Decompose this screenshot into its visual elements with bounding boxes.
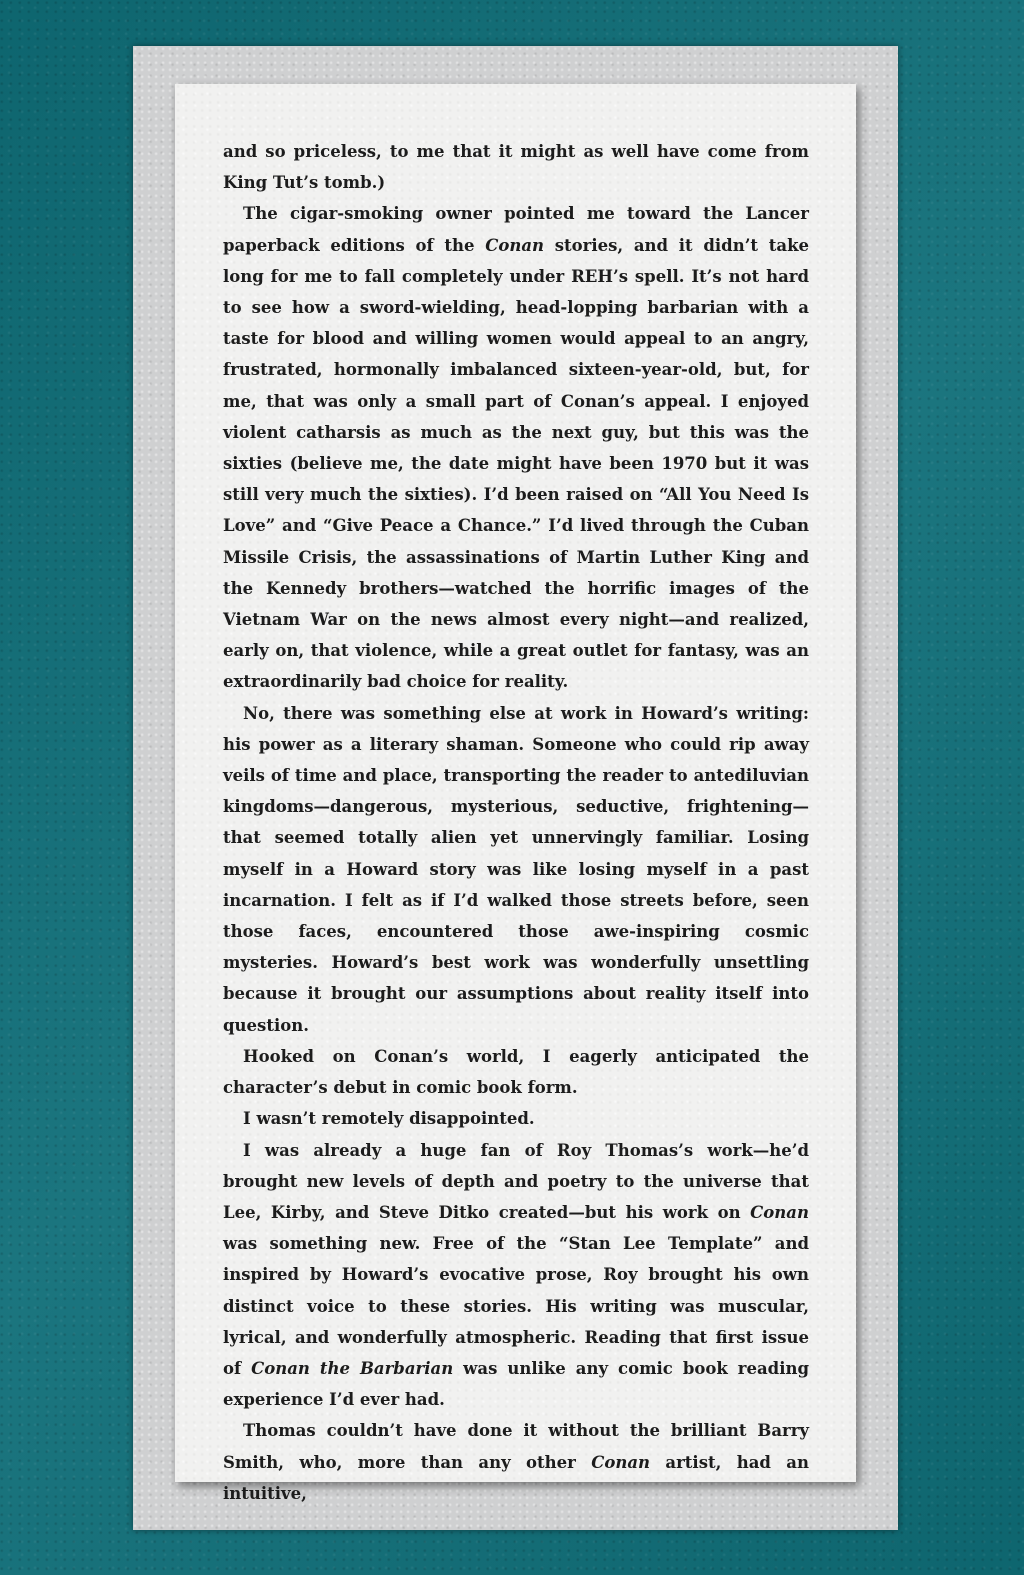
paragraph-text: Thomas couldn’t have done it without the brilliant Barry Smith, who, more than any other (223, 1421, 809, 1472)
text-panel (175, 84, 856, 1503)
paragraph-text: Hooked on Conan’s world, I eagerly anticipated the character’s debut in comic book form. (223, 1046, 809, 1098)
paragraph-p3 (223, 698, 809, 1041)
article-body (223, 136, 809, 1509)
paragraph-text: I was already a huge fan of Roy Thomas’s work—he’d brought new levels of depth and poetry to the universe that Lee, Kirby, and Steve Ditko created—but his work on (223, 1140, 809, 1222)
italic-title-text: Conan (750, 1202, 809, 1222)
paragraph-text: No, there was something else at work in Howard’s writing: his power as a literary shaman. Someone who could rip away veils of time and place, transporting the reader to antediluvian kingdoms—dangerous, mysterious, seductive, frightening—that seemed totally alien yet unnervingly familiar. Losing myself in a Howard story was like losing myself in a past incarnation. I felt as if I’d walked those streets before, seen those faces, encountered those awe-inspiring cosmic mysteries. Howard’s best work was wonderfully unsettling because it brought our assumptions about reality itself into question. (223, 703, 809, 1035)
paragraph-text: artist, had an intuitive, (223, 1452, 809, 1503)
paragraph-p2 (223, 198, 809, 697)
paragraph-text: The cigar-smoking owner pointed me toward the Lancer paperback editions of the (223, 204, 809, 255)
paragraph-text: was unlike any comic book reading experience I’d ever had. (223, 1358, 809, 1410)
paragraph-p1 (223, 136, 809, 198)
paragraph-text: was something new. Free of the “Stan Lee Template” and inspired by Howard’s evocative prose, Roy brought his own distinct voice to these stories. His writing was muscular, lyrical, and wonderfully atmospheric. Reading that first issue of (223, 1234, 809, 1378)
italic-title-text: Conan (485, 235, 545, 255)
paragraph-text: I wasn’t remotely disappointed. (243, 1109, 535, 1129)
paragraph-p7 (223, 1415, 809, 1509)
paragraph-p4 (223, 1041, 809, 1103)
paragraph-text: and so priceless, to me that it might as well have come from King Tut’s tomb.) (223, 142, 809, 193)
paragraph-p5 (223, 1103, 809, 1134)
paragraph-text: stories, and it didn’t take long for me to fall completely under REH’s spell. It’s not hard to see how a sword-wielding, head-lopping barbarian with a taste for blood and willing women would appeal to an angry, frustrated, hormonally imbalanced sixteen-year-old, but, for me, that was only a small part of Conan’s appeal. I enjoyed violent catharsis as much as the next guy, but this was the sixties (believe me, the date might have been 1970 but it was still very much the sixties). I’d been raised on “All You Need Is Love” and “Give Peace a Chance.” I’d lived through the Cuban Missile Crisis, the assassinations of Martin Luther King and the Kennedy brothers—watched the horrific images of the Vietnam War on the news almost every night—and realized, early on, that violence, while a great outlet for fantasy, was an extraordinarily bad choice for reality. (223, 235, 809, 692)
italic-title-text: Conan the Barbarian (251, 1358, 454, 1378)
paragraph-p6 (223, 1135, 809, 1416)
italic-title-text: Conan (591, 1452, 651, 1472)
